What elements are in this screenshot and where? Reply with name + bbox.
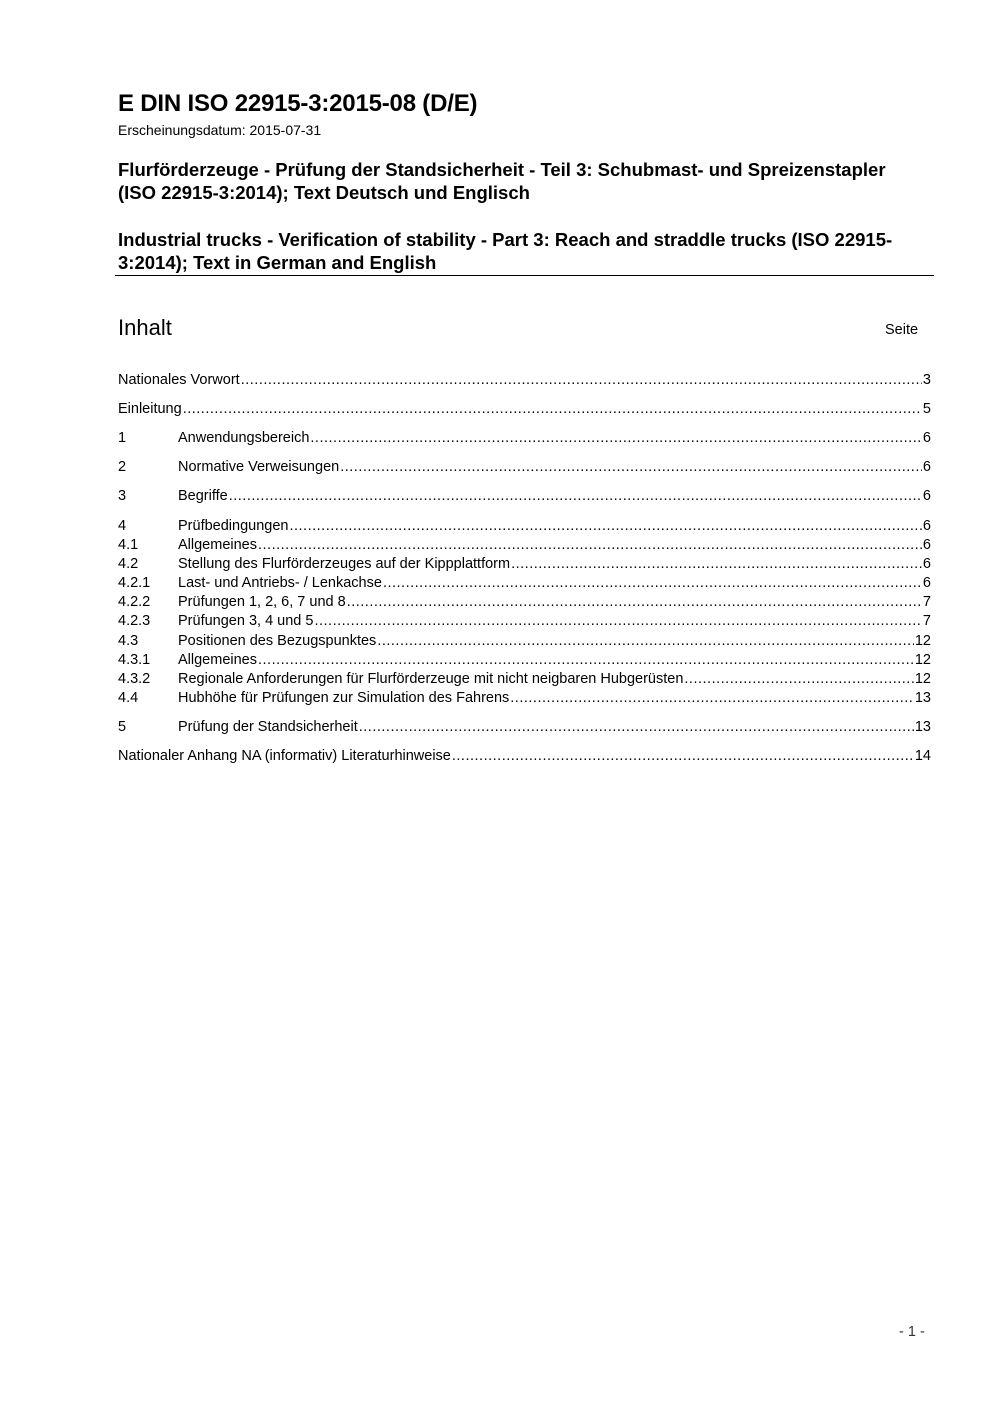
toc-entry[interactable] (118, 458, 931, 477)
toc-dot-leader (289, 517, 921, 536)
toc-entry-page: 6 (922, 537, 931, 553)
toc-entry-page: 6 (922, 459, 931, 475)
document-title: E DIN ISO 22915-3:2015-08 (D/E) (118, 90, 478, 117)
toc-entry-label: Positionen des Bezugspunktes (178, 633, 377, 649)
toc-entry-label: Hubhöhe für Prüfungen zur Simulation des Fahrens (178, 690, 510, 706)
toc-entry-number: 4.2 (118, 556, 139, 572)
toc-entry-label: Last- und Antriebs- / Lenkachse (178, 575, 382, 591)
toc-entry[interactable] (118, 517, 931, 536)
toc-entry[interactable] (118, 429, 931, 448)
toc-entry[interactable] (118, 555, 931, 574)
toc-entry[interactable] (118, 670, 931, 689)
toc-dot-leader (258, 536, 922, 555)
toc-dot-leader (314, 612, 921, 631)
publication-date: Erscheinungsdatum: 2015-07-31 (118, 122, 322, 138)
toc-entry-number: 5 (118, 719, 127, 735)
toc-entry-page: 7 (922, 613, 931, 629)
toc-entry[interactable] (118, 574, 931, 593)
toc-page-column-label: Seite (885, 322, 919, 338)
toc-entry-label: Nationaler Anhang NA (informativ) Literaturhinweise (118, 748, 451, 764)
toc-entry[interactable] (118, 747, 931, 766)
toc-dot-leader (452, 747, 914, 766)
toc-entry-label: Allgemeines (178, 652, 257, 668)
toc-entry-label: Anwendungsbereich (178, 430, 310, 446)
toc-entry-page: 12 (914, 652, 931, 668)
toc-entry-page: 13 (914, 719, 931, 735)
toc-entry-label: Regionale Anforderungen für Flurförderzeuge mit nicht neigbaren Hubgerüsten (178, 671, 684, 687)
toc-entry[interactable] (118, 612, 931, 631)
toc-entry-label: Einleitung (118, 401, 182, 417)
toc-dot-leader (510, 689, 914, 708)
toc-entry-number: 4.2.3 (118, 613, 151, 629)
toc-entry-number: 4.2.1 (118, 575, 151, 591)
toc-entry-label: Normative Verweisungen (178, 459, 340, 475)
toc-entry-number: 4.4 (118, 690, 139, 706)
toc-entry-number: 4.3.1 (118, 652, 151, 668)
toc-entry-label: Stellung des Flurförderzeuges auf der Kippplattform (178, 556, 511, 572)
toc-dot-leader (258, 651, 914, 670)
toc-entry-number: 4.3.2 (118, 671, 151, 687)
toc-entry[interactable] (118, 689, 931, 708)
toc-entry-label: Prüfbedingungen (178, 518, 289, 534)
toc-dot-leader (377, 632, 914, 651)
toc-entry-label: Prüfungen 1, 2, 6, 7 und 8 (178, 594, 346, 610)
toc-entry[interactable] (118, 487, 931, 506)
toc-entry-number: 4 (118, 518, 127, 534)
toc-entry-label: Prüfung der Standsicherheit (178, 719, 358, 735)
toc-dot-leader (340, 458, 922, 477)
toc-entry[interactable] (118, 651, 931, 670)
toc-entry[interactable] (118, 371, 931, 390)
toc-entry-page: 6 (922, 518, 931, 534)
toc-entry-number: 4.3 (118, 633, 139, 649)
toc-entry-number: 4.1 (118, 537, 139, 553)
toc-dot-leader (310, 429, 922, 448)
toc-entry-page: 3 (922, 372, 931, 388)
toc-entry-page: 6 (922, 556, 931, 572)
title-german: Flurförderzeuge - Prüfung der Standsicherheit - Teil 3: Schubmast- und Spreizenstapler (ISO 22915-3:2014); Text Deutsch und Englisch (118, 159, 886, 203)
toc-dot-leader (511, 555, 922, 574)
toc-entry-label: Nationales Vorwort (118, 372, 240, 388)
toc-entry-number: 1 (118, 430, 127, 446)
toc-dot-leader (359, 718, 914, 737)
toc-entry-label: Prüfungen 3, 4 und 5 (178, 613, 314, 629)
toc-dot-leader (684, 670, 913, 689)
toc-entry-page: 6 (922, 430, 931, 446)
toc-entry-page: 12 (914, 633, 931, 649)
toc-entry-label: Begriffe (178, 488, 228, 504)
toc-dot-leader (229, 487, 922, 506)
title-divider (115, 275, 934, 276)
toc-entry-page: 7 (922, 594, 931, 610)
toc-dot-leader (183, 400, 922, 419)
title-english: Industrial trucks - Verification of stability - Part 3: Reach and straddle trucks (ISO 22915-3:2014); Text in German and English (118, 229, 893, 273)
toc-entry-label: Allgemeines (178, 537, 257, 553)
toc-entry-page: 6 (922, 488, 931, 504)
toc-entry[interactable] (118, 536, 931, 555)
toc-entry[interactable] (118, 400, 931, 419)
toc-entry-page: 12 (914, 671, 931, 687)
toc-entry-number: 4.2.2 (118, 594, 151, 610)
toc-entry-number: 3 (118, 488, 127, 504)
page-number: - 1 - (899, 1324, 925, 1340)
toc-entry[interactable] (118, 718, 931, 737)
toc-entry[interactable] (118, 593, 931, 612)
toc-dot-leader (241, 371, 922, 390)
toc-entry-page: 5 (922, 401, 931, 417)
toc-entry-page: 6 (922, 575, 931, 591)
toc-heading: Inhalt (118, 315, 172, 340)
toc-entry-number: 2 (118, 459, 127, 475)
toc-entry[interactable] (118, 632, 931, 651)
toc-entry-page: 14 (914, 748, 931, 764)
toc-dot-leader (383, 574, 922, 593)
toc-dot-leader (347, 593, 922, 612)
toc-entry-page: 13 (914, 690, 931, 706)
